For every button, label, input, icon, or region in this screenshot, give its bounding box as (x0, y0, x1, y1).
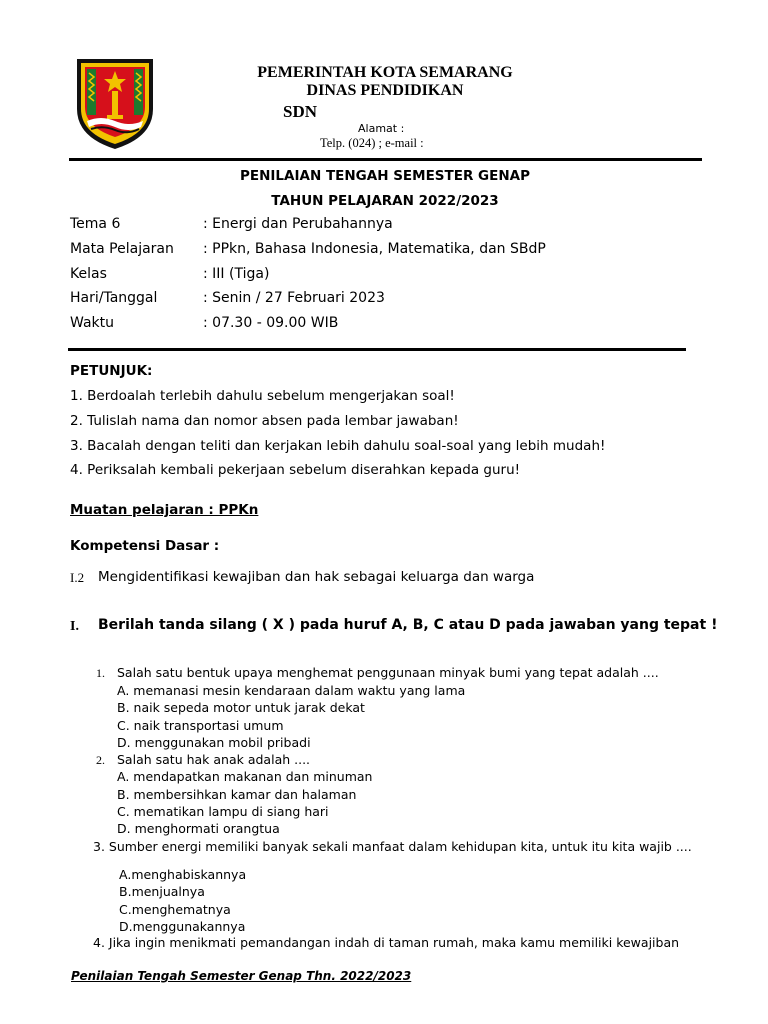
answer-option: C. naik transportasi umum (117, 718, 284, 733)
info-row (0, 216, 768, 236)
answer-option: D. menghormati orangtua (117, 821, 280, 836)
question-number: 2. (96, 753, 105, 767)
answer-option (119, 919, 245, 934)
header-divider (69, 158, 702, 161)
school-address: Alamat : (358, 122, 405, 135)
answer-option: B. naik sepeda motor untuk jarak dekat (117, 700, 365, 715)
info-label: Waktu (70, 315, 114, 331)
kd-number: I.2 (70, 570, 85, 585)
exam-title: PENILAIAN TENGAH SEMESTER GENAP (239, 168, 530, 184)
instructions-heading: PETUNJUK: (70, 363, 153, 379)
info-label: Kelas (70, 266, 107, 282)
info-row (0, 241, 768, 261)
info-value: : Energi dan Perubahannya (203, 216, 393, 232)
info-row (0, 315, 768, 335)
answer-option: B. membersihkan kamar dan halaman (117, 787, 357, 802)
info-value: : Senin / 27 Februari 2023 (203, 290, 385, 306)
instruction-item: 2. Tulislah nama dan nomor absen pada lembar jawaban! (70, 413, 459, 429)
instruction-item: 4. Periksalah kembali pekerjaan sebelum diserahkan kepada guru! (70, 462, 521, 478)
option-text: menghabiskannya (131, 867, 247, 882)
info-label: Tema 6 (70, 216, 121, 232)
kd-heading: Kompetensi Dasar : (70, 538, 220, 554)
answer-option (119, 884, 205, 899)
answer-option (119, 902, 231, 917)
option-letter: A. (119, 867, 132, 882)
government-name: PEMERINTAH KOTA SEMARANG (257, 64, 513, 81)
exam-year: TAHUN PELAJARAN 2022/2023 (271, 193, 499, 209)
answer-option: A. mendapatkan makanan dan minuman (117, 769, 373, 784)
option-text: menghematnya (131, 902, 231, 917)
question-text: Salah satu hak anak adalah .... (117, 752, 311, 767)
kd-text: Mengidentifikasi kewajiban dan hak sebagai keluarga dan warga (98, 569, 535, 585)
info-value: : III (Tiga) (203, 266, 270, 282)
instruction-item: 3. Bacalah dengan teliti dan kerjakan lebih dahulu soal-soal yang lebih mudah! (70, 438, 606, 454)
answer-option: C. mematikan lampu di siang hari (117, 804, 329, 819)
page-footer: Penilaian Tengah Semester Genap Thn. 2022/2023 (71, 969, 412, 983)
section-divider (68, 348, 686, 351)
department-name: DINAS PENDIDIKAN (306, 82, 464, 99)
info-value: : 07.30 - 09.00 WIB (203, 315, 339, 331)
info-row (0, 266, 768, 286)
shield-icon (75, 57, 155, 151)
info-label: Hari/Tanggal (70, 290, 158, 306)
option-letter: D. (119, 919, 133, 934)
info-label: Mata Pelajaran (70, 241, 174, 257)
answer-option: A. memanasi mesin kendaraan dalam waktu yang lama (117, 683, 466, 698)
option-letter: C. (119, 902, 132, 917)
question-text: 4. Jika ingin menikmati pemandangan indah di taman rumah, maka kamu memiliki kewajiban (93, 935, 680, 950)
school-contact: Telp. (024) ; e-mail : (320, 136, 424, 150)
info-row (0, 290, 768, 310)
instruction-item: 1. Berdoalah terlebih dahulu sebelum mengerjakan soal! (70, 388, 455, 404)
answer-option (119, 867, 246, 882)
city-logo (75, 57, 155, 151)
option-text: menjualnya (131, 884, 205, 899)
question-text: Salah satu bentuk upaya menghemat penggunaan minyak bumi yang tepat adalah .... (117, 665, 659, 680)
question-text: 3. Sumber energi memiliki banyak sekali manfaat dalam kehidupan kita, untuk itu kita wajib .... (93, 839, 692, 854)
option-letter: B. (119, 884, 132, 899)
info-value: : PPkn, Bahasa Indonesia, Matematika, dan SBdP (203, 241, 546, 257)
answer-option: D. menggunakan mobil pribadi (117, 735, 311, 750)
section-number: I. (70, 619, 79, 634)
question-number: 1. (96, 666, 105, 680)
option-text: menggunakannya (132, 919, 246, 934)
subject-heading: Muatan pelajaran : PPKn (70, 502, 259, 518)
section-instruction: Berilah tanda silang ( X ) pada huruf A, B, C atau D pada jawaban yang tepat ! (98, 617, 718, 633)
school-name: SDN (283, 102, 318, 121)
